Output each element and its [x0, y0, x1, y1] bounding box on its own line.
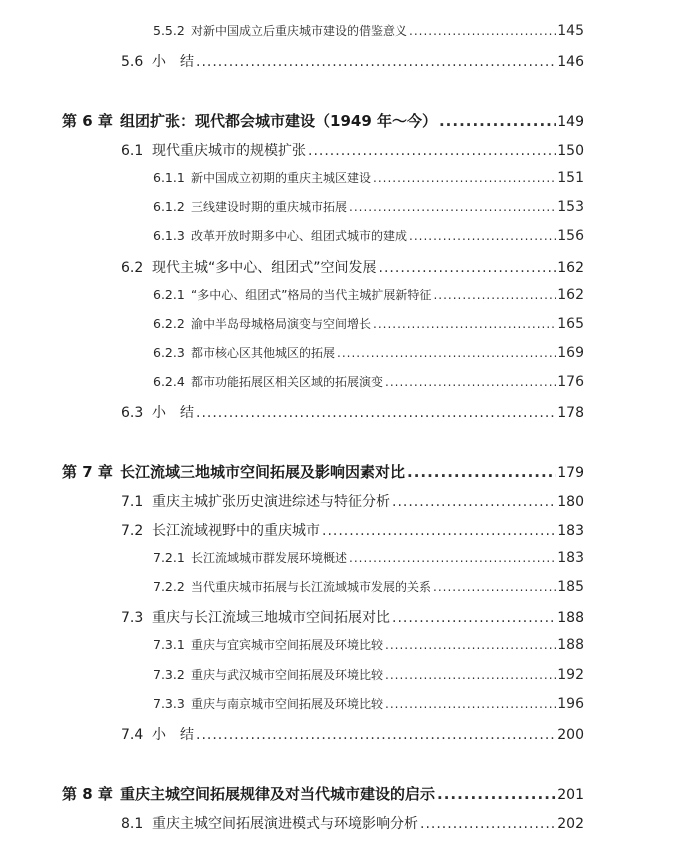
dot-leader — [196, 54, 556, 70]
toc-entry-7-2-1[interactable] — [0, 549, 679, 566]
entry-title: 渝中半岛母城格局演变与空间增长 — [191, 317, 372, 331]
dot-leader — [337, 346, 556, 360]
entry-title: 重庆与武汉城市空间拓展及环境比较 — [191, 668, 384, 682]
chapter-number: 第 6 章 — [62, 112, 113, 130]
entry-page: 196 — [557, 696, 584, 712]
dot-leader — [392, 494, 556, 510]
entry-title: 现代主城“多中心、组团式”空间发展 — [152, 260, 377, 276]
entry-number: 6.2.1 — [153, 287, 185, 302]
chapter-page: 179 — [557, 465, 584, 481]
dot-leader — [420, 816, 556, 832]
dot-leader — [409, 229, 556, 243]
entry-number: 6.1 — [121, 143, 144, 159]
dot-leader — [385, 638, 556, 652]
entry-page: 183 — [557, 523, 584, 539]
chapter-number: 第 8 章 — [62, 785, 113, 803]
entry-title: 现代重庆城市的规模扩张 — [152, 143, 306, 159]
dot-leader — [373, 317, 556, 331]
entry-number: 5.6 — [121, 54, 144, 70]
toc-entry-5-6[interactable] — [0, 51, 679, 71]
dot-leader — [322, 523, 556, 539]
entry-number: 7.2.2 — [153, 579, 185, 594]
entry-page: 178 — [557, 405, 584, 421]
entry-page: 169 — [557, 345, 584, 361]
chapter-page: 149 — [557, 114, 584, 130]
entry-number: 6.3 — [121, 405, 144, 421]
dot-leader — [349, 200, 556, 214]
dot-leader — [392, 610, 556, 626]
entry-number: 7.4 — [121, 727, 144, 743]
entry-title: 都市功能拓展区相关区域的拓展演变 — [191, 375, 384, 389]
entry-number: 6.1.2 — [153, 199, 185, 214]
chapter-page: 201 — [557, 787, 584, 803]
chapter-title: 长江流域三地城市空间拓展及影响因素对比 — [120, 463, 406, 481]
dot-leader — [433, 580, 556, 594]
toc-entry-7-3-3[interactable] — [0, 695, 679, 712]
entry-page: 156 — [557, 228, 584, 244]
entry-page: 188 — [557, 637, 584, 653]
entry-title: 重庆与宜宾城市空间拓展及环境比较 — [191, 638, 384, 652]
toc-entry-7-1[interactable] — [0, 491, 679, 511]
toc-entry-7-3-2[interactable] — [0, 666, 679, 683]
toc-entry-8-1[interactable] — [0, 813, 679, 833]
entry-title: 重庆与长江流域三地城市空间拓展对比 — [152, 610, 390, 626]
toc-entry-6-2-4[interactable] — [0, 373, 679, 390]
entry-number: 8.1 — [121, 816, 144, 832]
toc-entry-6-2-2[interactable] — [0, 315, 679, 332]
toc-entry-6-2-1[interactable] — [0, 286, 679, 303]
entry-title: 对新中国成立后重庆城市建设的借鉴意义 — [191, 24, 408, 38]
dot-leader — [379, 260, 557, 276]
dot-leader — [437, 785, 556, 803]
dot-leader — [439, 112, 556, 130]
entry-page: 180 — [557, 494, 584, 510]
entry-title: 小 结 — [152, 54, 194, 70]
entry-title: 三线建设时期的重庆城市拓展 — [191, 200, 348, 214]
entry-number: 7.2 — [121, 523, 144, 539]
entry-number: 6.2.4 — [153, 374, 185, 389]
dot-leader — [385, 668, 556, 682]
dot-leader — [196, 727, 556, 743]
entry-page: 146 — [557, 54, 584, 70]
entry-title: 改革开放时期多中心、组团式城市的建成 — [191, 229, 408, 243]
chapter-title: 重庆主城空间拓展规律及对当代城市建设的启示 — [120, 785, 436, 803]
entry-title: 新中国成立初期的重庆主城区建设 — [191, 171, 372, 185]
dot-leader — [196, 405, 556, 421]
entry-page: 145 — [557, 23, 584, 39]
entry-number: 7.1 — [121, 494, 144, 510]
entry-page: 185 — [557, 579, 584, 595]
entry-number: 6.1.1 — [153, 170, 185, 185]
toc-entry-6-1-1[interactable] — [0, 169, 679, 186]
entry-number: 6.2 — [121, 260, 144, 276]
toc-entry-6-1[interactable] — [0, 140, 679, 160]
entry-number: 5.5.2 — [153, 23, 185, 38]
entry-title: 重庆与南京城市空间拓展及环境比较 — [191, 697, 384, 711]
toc-chapter-8[interactable] — [0, 783, 679, 804]
toc-entry-6-1-3[interactable] — [0, 227, 679, 244]
entry-title: 长江流域城市群发展环境概述 — [191, 551, 348, 565]
dot-leader — [385, 375, 556, 389]
entry-number: 7.3.1 — [153, 637, 185, 652]
dot-leader — [373, 171, 556, 185]
entry-title: 小 结 — [152, 727, 194, 743]
dot-leader — [409, 24, 556, 38]
dot-leader — [349, 551, 556, 565]
toc-entry-7-4[interactable] — [0, 724, 679, 744]
dot-leader — [385, 697, 556, 711]
dot-leader — [407, 463, 556, 481]
entry-page: 151 — [557, 170, 584, 186]
toc-chapter-6[interactable] — [0, 110, 679, 131]
entry-title: “多中心、组团式”格局的当代主城扩展新特征 — [191, 288, 432, 302]
entry-page: 153 — [557, 199, 584, 215]
entry-page: 183 — [557, 550, 584, 566]
toc-entry-6-2-3[interactable] — [0, 344, 679, 361]
chapter-title: 组团扩张：现代都会城市建设（1949 年～今） — [120, 112, 437, 130]
entry-page: 162 — [557, 287, 584, 303]
entry-title: 长江流域视野中的重庆城市 — [152, 523, 320, 539]
entry-number: 6.1.3 — [153, 228, 185, 243]
entry-page: 165 — [557, 316, 584, 332]
toc-entry-6-2[interactable] — [0, 257, 679, 277]
entry-title: 都市核心区其他城区的拓展 — [191, 346, 336, 360]
dot-leader — [308, 143, 556, 159]
entry-page: 192 — [557, 667, 584, 683]
entry-title: 小 结 — [152, 405, 194, 421]
entry-title: 重庆主城扩张历史演进综述与特征分析 — [152, 494, 390, 510]
toc-entry-7-3-1[interactable] — [0, 636, 679, 653]
entry-page: 202 — [557, 816, 584, 832]
entry-number: 7.3.3 — [153, 696, 185, 711]
entry-number: 7.2.1 — [153, 550, 185, 565]
toc-entry-6-3[interactable] — [0, 402, 679, 422]
entry-page: 176 — [557, 374, 584, 390]
entry-page: 150 — [557, 143, 584, 159]
entry-page: 162 — [557, 260, 584, 276]
toc-entry-7-3[interactable] — [0, 607, 679, 627]
toc-entry-7-2[interactable] — [0, 520, 679, 540]
toc-chapter-7[interactable] — [0, 461, 679, 482]
entry-number: 6.2.3 — [153, 345, 185, 360]
entry-number: 6.2.2 — [153, 316, 185, 331]
entry-title: 重庆主城空间拓展演进模式与环境影响分析 — [152, 816, 418, 832]
entry-page: 188 — [557, 610, 584, 626]
entry-page: 200 — [557, 727, 584, 743]
chapter-number: 第 7 章 — [62, 463, 113, 481]
toc-entry-7-2-2[interactable] — [0, 578, 679, 595]
entry-title: 当代重庆城市拓展与长江流域城市发展的关系 — [191, 580, 432, 594]
entry-number: 7.3 — [121, 610, 144, 626]
entry-number: 7.3.2 — [153, 667, 185, 682]
toc-entry-6-1-2[interactable] — [0, 198, 679, 215]
dot-leader — [433, 288, 556, 302]
toc-entry-5-5-2[interactable] — [0, 22, 679, 39]
